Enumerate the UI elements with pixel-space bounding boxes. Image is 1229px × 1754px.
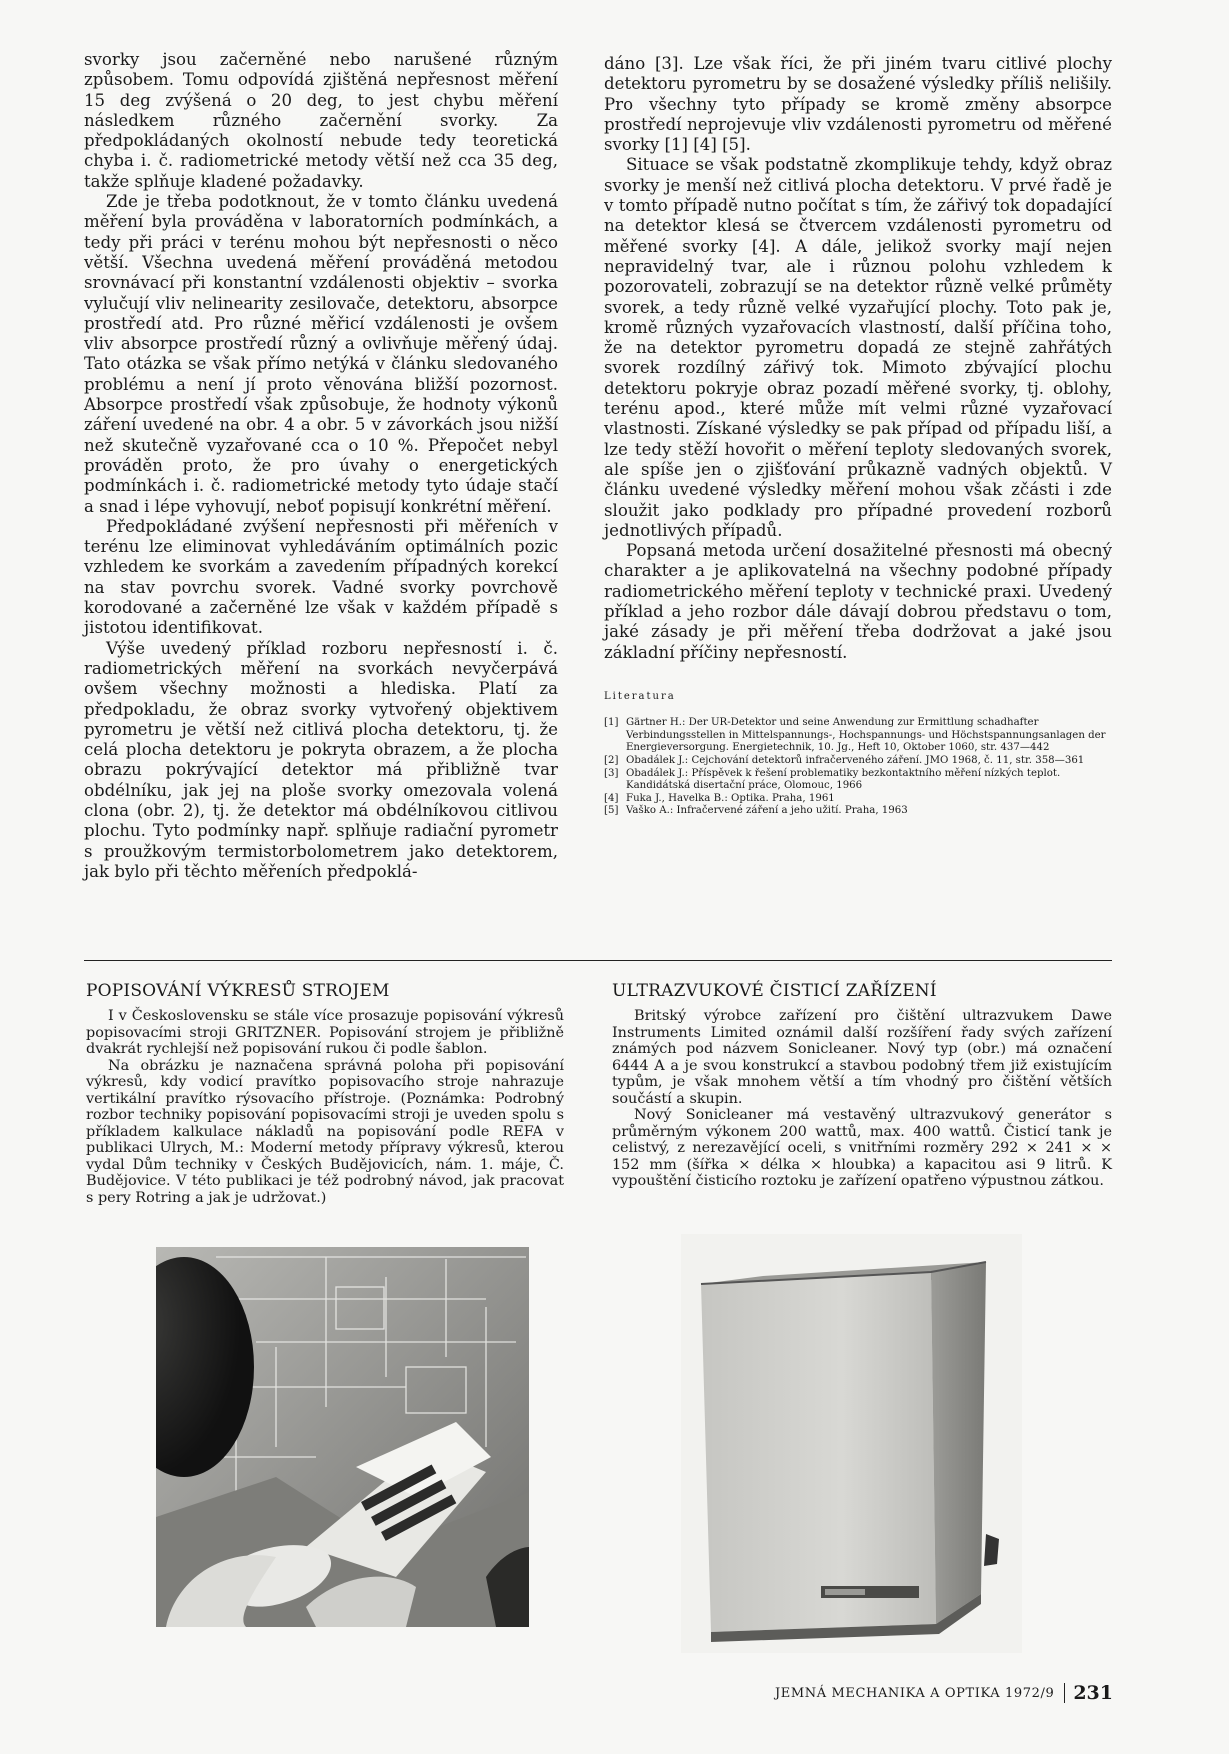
article-paragraph: Výše uvedený příklad rozboru nepřesností i. č. radiometrických měření na svorkách nevyčerpává ovšem všechny možnosti a hlediska. Platí za předpokladu, že obraz svorky vytvořený objektivem pyrometru je větší než citlivá plocha detektoru, tj. že celá plocha detektoru je pokryta obrazem, a že plocha obrazu pokrývající detektor má přibližně tvar obdélníku, jak jej na ploše svorky omezovala volená clona (obr. 2), tj. že detektor má obdélníkovou citlivou plochu. Tyto podmínky např. splňuje radiační pyrometr s proužkovým termistorbolometrem jako detektorem, jak bylo při těchto měřeních předpoklá-: [84, 638, 558, 881]
reference-number: [2]: [604, 754, 619, 766]
reference-number: [5]: [604, 805, 619, 817]
right-news-title: ULTRAZVUKOVÉ ČISTICÍ ZAŘÍZENÍ: [612, 981, 937, 1001]
reference-text: Obadálek J.: Cejchování detektorů infračerveného záření. JMO 1968, č. 11, str. 358—361: [626, 754, 1085, 766]
sonicleaner-photo: [681, 1234, 1022, 1653]
news-paragraph: Nový Sonicleaner má vestavěný ultrazvukový generátor s průměrným výkonem 200 wattů, max. 400 wattů. Čisticí tank je celistvý, z nerezavějící oceli, s vnitřními rozměry 292 × 241 × × 152 mm (šířka × délka × hloubka) a kapacitou asi 9 litrů. K vypouštění čisticího roztoku je zařízení opatřeno výpustnou zátkou.: [612, 1107, 1112, 1189]
reference-text: Vaško A.: Infračervené záření a jeho užití. Praha, 1963: [626, 805, 908, 817]
article-paragraph: Situace se však podstatně zkomplikuje tehdy, když obraz svorky je menší než citlivá plocha detektoru. V prvé řadě je v tomto případě nutno počítat s tím, že zářivý tok dopadající na detektor klesá se čtvercem vzdálenosti pyrometru od měřené svorky [4]. A dále, jelikož svorky mají nejen nepravidelný tvar, ale i různou polohu vzhledem k pozorovateli, zobrazují se na detektor různě velké průměty svorek, a tedy různě velké vyzařující plochy. Toto pak je, kromě různých vyzařovacích vlastností, další příčina toho, že na detektor pyrometru dopadá ze stejně zahřátých svorek rozdílný zářivý tok. Mimoto zbývající plochu detektoru pokryje obraz pozadí měřené svorky, tj. oblohy, terénu apod., které může mít velmi různé vyzařovací vlastnosti. Získané výsledky se pak případ od případu liší, a lze tedy stěží hovořit o měření teploty sledovaných svorek, ale spíše jen o zjišťování průkazně vadných objektů. V článku uvedené výsledky měření mohou však zčásti i zde sloužit jako podklady pro případné provedení rozborů jednotlivých případů.: [604, 155, 1112, 540]
article-paragraph: Předpokládané zvýšení nepřesnosti při měřeních v terénu lze eliminovat vyhledáváním optimálních pozic vzhledem ke svorkám a zavedením případných korekcí na stav povrchu svorek. Vadné svorky povrchově korodované a začerněné lze však v každém případě s jistotou identifikovat.: [84, 516, 558, 638]
section-divider: [84, 960, 1112, 961]
reference-number: [3]: [604, 767, 619, 779]
references-title: Literatura: [604, 690, 676, 702]
lettering-machine-photo: [156, 1247, 529, 1627]
reference-text: Fuka J., Havelka B.: Optika. Praha, 1961: [626, 792, 835, 804]
reference-text: Obadálek J.: Příspěvek k řešení problematiky bezkontaktního měření nízkých teplot. Kandidátská disertační práce, Olomouc, 1966: [626, 767, 1061, 792]
news-paragraph: Britský výrobce zařízení pro čištění ultrazvukem Dawe Instruments Limited oznámil další rozšíření řady svých zařízení známých pod názvem Sonicleaner. Nový typ (obr.) má označení 6444 A a je svou konstrukcí a stavbou podobný třem již existujícím typům, je však mnohem větší a tím vhodný pro čištění větších součástí a skupin.: [612, 1008, 1112, 1107]
reference-number: [4]: [604, 792, 619, 804]
article-right-column: [604, 54, 1112, 818]
reference-item: [604, 805, 1112, 818]
page-number: 231: [1073, 1682, 1113, 1704]
reference-item: [604, 717, 1112, 755]
article-paragraph: Popsaná metoda určení dosažitelné přesnosti má obecný charakter a je aplikovatelná na všechny podobné případy radiometrického měření teploty v technické praxi. Uvedený příklad a jeho rozbor dále dávají dobrou představu o tom, jaké zásady je při měření třeba dodržovat a jaké jsou základní příčiny nepřesností.: [604, 541, 1112, 662]
article-paragraph: dáno [3]. Lze však říci, že při jiném tvaru citlivé plochy detektoru pyrometru by se dosažené výsledky příliš nelišily. Pro všechny tyto případy se kromě změny absorpce prostředí neprojevuje vliv vzdálenosti pyrometru od měřené svorky [1] [4] [5].: [604, 54, 1112, 155]
news-paragraph: Na obrázku je naznačena správná poloha při popisování výkresů, kdy vodicí pravítko popisovacího stroje nahrazuje vertikální pravítko rýsovacího přístroje. (Poznámka: Podrobný rozbor techniky popisování popisovacími stroji je uveden spolu s příkladem kalkulace nákladů na popisování podle REFA v publikaci Ulrych, M.: Moderní metody přípravy výkresů, kterou vydal Dům techniky v Českých Budějovicích, nám. 1. máje, Č. Budějovice. V této publikaci je též podrobný návod, jak pracovat s pery Rotring a jak je udržovat.): [86, 1057, 564, 1206]
article-paragraph: svorky jsou začerněné nebo narušené různým způsobem. Tomu odpovídá zjištěná nepřesnost měření 15 deg zvýšená o 20 deg, to jest chybu měření následkem různého začernění svorky. Za předpokládaných okolností nebude tedy teoretická chyba i. č. radiometrické metody větší než cca 35 deg, takže splňuje kladené požadavky.: [84, 50, 558, 191]
reference-item: [604, 755, 1112, 768]
article-paragraph: Zde je třeba podotknout, že v tomto článku uvedená měření byla prováděna v laboratorních podmínkách, a tedy při práci v terénu mohou být nepřesnosti o něco větší. Všechna uvedená měření prováděná metodou srovnávací při konstantní vzdálenosti objektiv – svorka vylučují vliv nelinearity zesilovače, detektoru, absorpce prostředí atd. Pro různé měřicí vzdálenosti je ovšem vliv absorpce prostředí různý a ovlivňuje měřený údaj. Tato otázka se však přímo netýká v článku sledovaného problému a není jí proto věnována bližší pozornost. Absorpce prostředí však způsobuje, že hodnoty výkonů záření uvedené na obr. 4 a obr. 5 v závorkách jsou nižší než skutečně vyzařované cca o 10 %. Přepočet nebyl prováděn proto, že pro úvahy o energetických podmínkách i. č. radiometrické metody tyto údaje stačí a snad i lépe vyhovují, neboť popisují konkrétní měření.: [84, 192, 558, 516]
reference-list: [604, 717, 1112, 818]
reference-text: Gärtner H.: Der UR-Detektor und seine Anwendung zur Ermittlung schadhafter Verbindungsstellen in Mittelspannungs-, Hochspannungs- und Höchstspannungsanlagen der Energieversorgung. Energietechnik, 10. Jg., Heft 10, Oktober 1060, str. 437—442: [626, 717, 1106, 754]
article-left-column: [84, 50, 558, 882]
footer-separator: [1064, 1683, 1065, 1703]
journal-name: JEMNÁ MECHANIKA A OPTIKA 1972/9: [774, 1685, 1055, 1701]
news-paragraph: I v Československu se stále více prosazuje popisování výkresů popisovacími stroji GRITZNER. Popisování strojem je přibližně dvakrát rychlejší než popisování rukou či podle šablon.: [86, 1008, 564, 1057]
left-news-title: POPISOVÁNÍ VÝKRESŮ STROJEM: [86, 981, 390, 1001]
reference-item: [604, 768, 1112, 793]
reference-number: [1]: [604, 717, 619, 729]
left-news-body: [86, 1008, 564, 1206]
page-footer: [775, 1682, 1113, 1704]
right-news-body: [612, 1008, 1112, 1190]
reference-item: [604, 793, 1112, 806]
